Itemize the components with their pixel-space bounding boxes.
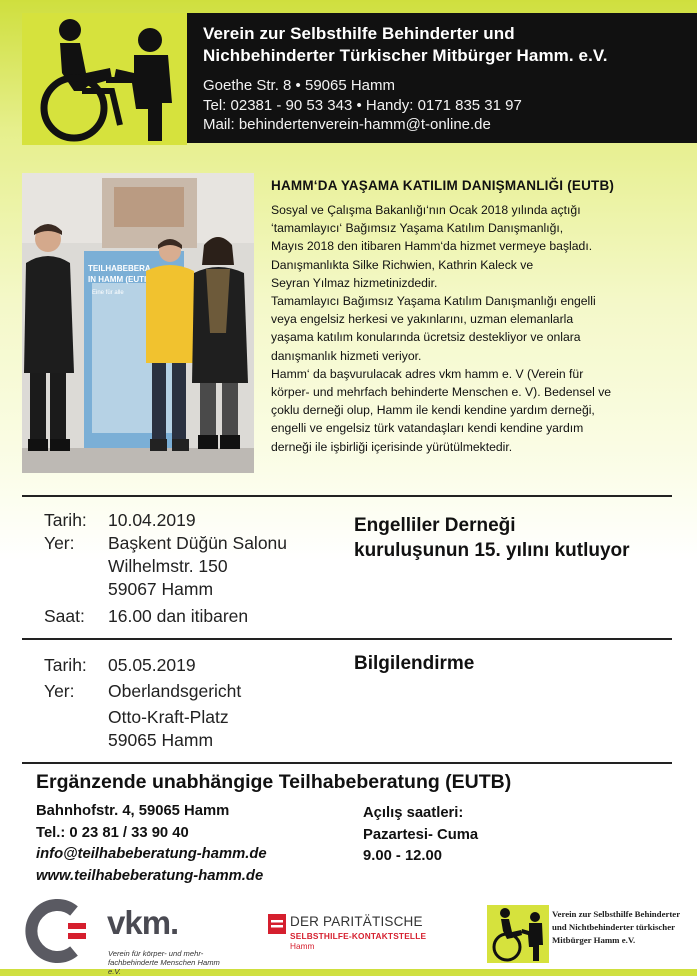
vkm-subtitle-line1: Verein für körper- und mehr- bbox=[108, 949, 204, 958]
eutb-contact bbox=[36, 801, 267, 887]
article-body bbox=[271, 201, 681, 456]
event-1-place-line: Wilhelmstr. 150 bbox=[108, 556, 228, 576]
article-line: Sosyal ve Çalışma Bakanlığı‘nın Ocak 2018 yılında açtığı bbox=[271, 203, 581, 217]
org-mail: Mail: behindertenverein-hamm@t-online.de bbox=[203, 116, 491, 133]
event-1-time: 16.00 dan itibaren bbox=[108, 606, 249, 626]
article-line: Hamm‘ da başvurulacak adres vkm hamm e. V (Verein für bbox=[271, 366, 584, 381]
event-2-place-line: Otto-Kraft-Platz bbox=[108, 707, 229, 727]
header bbox=[0, 0, 697, 150]
eutb-address: Bahnhofstr. 4, 59065 Hamm bbox=[36, 803, 230, 819]
article-line: yaşama katılım konularında ücretsiz destekliyor ve onlara bbox=[271, 330, 581, 345]
verein-small-text bbox=[552, 908, 692, 947]
eutb-email-link[interactable]: info@teilhabeberatung-hamm.de bbox=[36, 846, 267, 862]
banner-line1: TEILHABEBERA bbox=[88, 264, 151, 273]
event-2-place-label: Yer: bbox=[44, 681, 75, 701]
event-2-place-line: Oberlandsgericht bbox=[108, 681, 242, 701]
eutb-title: Ergänzende unabhängige Teilhabeberatung (EUTB) bbox=[36, 771, 512, 793]
eutb-phone: Tel.: 0 23 81 / 33 90 40 bbox=[36, 824, 189, 841]
paritaet-city: Hamm bbox=[290, 941, 315, 951]
article-line: körper- und mehrfach behinderte Menschen e. V). Bedensel ve bbox=[271, 385, 612, 400]
banner-line3: Eine für alle bbox=[92, 290, 124, 296]
verein-small-logo bbox=[487, 905, 549, 963]
verein-line1: Verein zur Selbsthilfe Behinderter bbox=[552, 909, 681, 919]
event-1-place-line: Başkent Düğün Salonu bbox=[108, 533, 288, 553]
event-1-details bbox=[44, 509, 287, 628]
org-address: Goethe Str. 8 • 59065 Hamm bbox=[203, 77, 396, 94]
article-title: HAMM‘DA YAŞAMA KATILIM DANIŞMANLIĞI (EUTB) bbox=[271, 178, 615, 193]
divider bbox=[22, 638, 672, 640]
paritaet-subtitle: SELBSTHILFE-KONTAKTSTELLE bbox=[290, 931, 427, 941]
org-logo bbox=[22, 13, 187, 145]
divider bbox=[22, 762, 672, 764]
vkm-c-icon bbox=[24, 901, 104, 961]
wheelchair-handshake-icon bbox=[22, 13, 187, 145]
event-1-time-label: Saat: bbox=[44, 606, 85, 626]
eutb-hours-label: Açılış saatleri: bbox=[363, 805, 464, 821]
article-line: derneği ile işbirliği içerisinde yürütülmektedir. bbox=[271, 439, 513, 454]
verein-line3: Mitbürger Hamm e.V. bbox=[552, 935, 636, 945]
wheelchair-handshake-small-icon bbox=[487, 905, 549, 963]
vkm-subtitle-line2: fachbehinderte Menschen Hamm e.V. bbox=[108, 958, 220, 976]
banner-line2: IN HAMM (EUTI bbox=[88, 275, 147, 284]
divider bbox=[22, 495, 672, 497]
org-header-panel bbox=[187, 13, 697, 143]
event-1-title bbox=[354, 513, 630, 563]
article-line: Tamamlayıcı Bağımsız Yaşama Katılım Danışmanlığı engelli bbox=[271, 294, 596, 309]
vkm-subtitle bbox=[108, 949, 224, 976]
team-photo-image bbox=[22, 173, 254, 473]
event-2-date-label: Tarih: bbox=[44, 655, 87, 675]
article-line: çoklu derneği olup, Hamm ile kendi kendine yardım derneği, bbox=[271, 403, 595, 418]
team-photo bbox=[22, 173, 254, 473]
paritaet-logo bbox=[268, 914, 438, 964]
verein-line2: und Nichtbehinderter türkischer bbox=[552, 922, 675, 932]
article-line: engelli ve engelsiz türk vatandaşları kendi kendine yardım bbox=[271, 421, 584, 436]
vkm-name: vkm. bbox=[107, 904, 179, 941]
event-2-date: 05.05.2019 bbox=[108, 655, 196, 675]
article-line: veya engelsiz herkesi ve yakınlarını, uzman elemanlarla bbox=[271, 312, 574, 327]
org-phone: Tel: 02381 - 90 53 343 • Handy: 0171 835 31 97 bbox=[203, 96, 522, 114]
eutb-days: Pazartesi- Cuma bbox=[363, 826, 479, 843]
vkm-logo bbox=[24, 901, 224, 976]
event-2-title: Bilgilendirme bbox=[354, 653, 475, 674]
paritaet-equals-icon bbox=[268, 914, 288, 936]
event-2-place-line: 59065 Hamm bbox=[108, 730, 214, 750]
footer-logos bbox=[0, 898, 697, 976]
org-name-line1: Verein zur Selbsthilfe Behinderter und bbox=[203, 24, 515, 43]
article-line: Danışmanlıkta Silke Richwien, Kathrin Kaleck ve bbox=[271, 257, 534, 272]
event-1-place-line: 59067 Hamm bbox=[108, 579, 214, 599]
event-1-date: 10.04.2019 bbox=[108, 510, 196, 530]
event-2-details bbox=[44, 654, 241, 752]
article-line: Mayıs 2018 den itibaren Hamm‘da hizmet vermeye başladı. bbox=[271, 239, 593, 254]
org-contact bbox=[203, 76, 697, 135]
event-1-date-label: Tarih: bbox=[44, 510, 87, 530]
eutb-web-link[interactable]: www.teilhabeberatung-hamm.de bbox=[36, 867, 264, 884]
article-line: Seyran Yılmaz hizmetinizdedir. bbox=[271, 275, 438, 290]
paritaet-name: DER PARITÄTISCHE bbox=[290, 914, 423, 929]
article bbox=[271, 177, 681, 456]
eutb-hours bbox=[363, 803, 478, 868]
event-1-title-line1: Engelliler Derneği bbox=[354, 515, 516, 536]
event-1-title-line2: kuruluşunun 15. yılını kutluyor bbox=[354, 540, 630, 561]
event-1-place-label: Yer: bbox=[44, 533, 75, 553]
eutb-hours-time: 9.00 - 12.00 bbox=[363, 848, 442, 864]
org-name-line2: Nichbehinderter Türkischer Mitbürger Hamm. e.V. bbox=[203, 46, 608, 65]
article-line: ‘tamamlayıcı‘ Bağımsız Yaşama Katılım Danışmanlığı, bbox=[271, 221, 564, 236]
article-line: danışmanlık hizmeti veriyor. bbox=[271, 348, 422, 363]
